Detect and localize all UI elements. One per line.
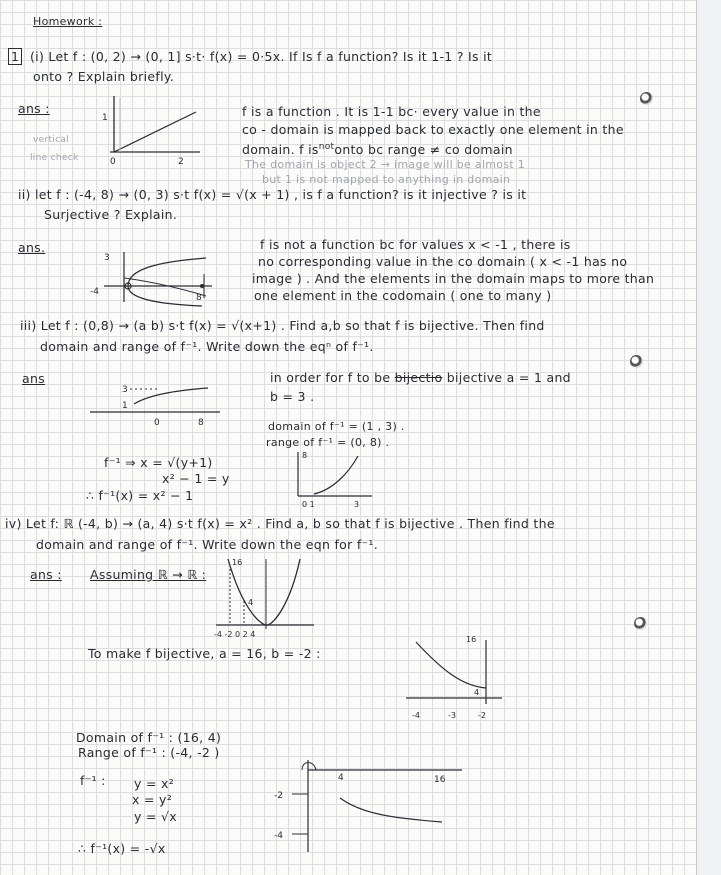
q4-final-answer: ∴ f⁻¹(x) = -√x (78, 841, 166, 856)
q1-question-line1: (i) Let f : (0, 2) → (0, 1] s·t· f(x) = 0·5x. If Is f a function? Is it 1-1 ? Is it (30, 49, 493, 64)
q1-graph-note-2: line check (30, 153, 79, 163)
q4-parabola-graph (208, 555, 320, 643)
q4-right-y4: 4 (474, 688, 480, 697)
q3-inv-y8: 8 (302, 451, 308, 460)
q1-faint-line1: The domain is object 2 → image will be almost 1 (245, 158, 526, 171)
q4-right-tick-m4: -4 (412, 711, 420, 720)
q4-question-line1: iv) Let f: ℝ (-4, b) → (a, 4) s·t f(x) = x² . Find a, b so that f is bijective . Then find the (5, 516, 555, 531)
q4-ans-label: ans : (30, 567, 62, 582)
binder-hole-3 (634, 617, 647, 630)
q3-deriv-line1: f⁻¹ ⇒ x = √(y+1) (104, 455, 213, 470)
q4-right-tick-m2: -2 (478, 711, 486, 720)
q3-range-line: range of f⁻¹ = (0, 8) . (266, 436, 390, 449)
q4-make-bijective: To make f bijective, a = 16, b = -2 : (88, 646, 321, 661)
q3-graph-y1: 1 (122, 401, 128, 411)
q4-parabola-y16: 16 (232, 558, 243, 567)
q1-faint-line2: but 1 is not mapped to anything in domain (262, 173, 511, 186)
q4-right-tick-m3: -3 (448, 711, 456, 720)
q1-axis-y1: 1 (102, 113, 108, 123)
q3-graph (90, 380, 230, 428)
q4-right-graph (402, 630, 510, 722)
q3-question-line2: domain and range of f⁻¹. Write down the eqⁿ of f⁻¹. (40, 339, 374, 354)
q3-inv-x01: 0 1 (302, 500, 315, 509)
q4-domain-inverse: Domain of f⁻¹ : (16, 4) (76, 730, 222, 745)
q2-ans-line3: image ) . And the elements in the domain maps to more than (252, 271, 655, 286)
q4-finv-label: f⁻¹ : (80, 773, 106, 788)
q2-ans-line2: no corresponding value in the co domain ( x < -1 has no (258, 254, 628, 269)
q4-finv-step2: x = y² (132, 792, 173, 807)
q1-ans-line2: co - domain is mapped back to exactly one element in the (242, 122, 624, 137)
q1-graph (100, 94, 210, 169)
q2-question-line2: Surjective ? Explain. (44, 207, 178, 222)
q2-ans-line1: f is not a function bc for values x < -1 , there is (260, 237, 571, 252)
q3-deriv-line3: ∴ f⁻¹(x) = x² − 1 (86, 488, 194, 503)
q4-parabola-y4: 4 (248, 598, 254, 607)
q3-inv-x3: 3 (354, 500, 360, 509)
q3-ans-label: ans (22, 371, 45, 386)
q2-axis-m4: -4 (90, 287, 99, 297)
q4-lower-16: 16 (434, 775, 446, 785)
q1-axis-x0: 0 (110, 157, 116, 167)
q2-axis-3: 3 (104, 253, 110, 263)
q3-question-line1: iii) Let f : (0,8) → (a b) s·t f(x) = √(x+1) . Find a,b so that f is bijective. Then find (20, 318, 545, 333)
q4-range-inverse: Range of f⁻¹ : (-4, -2 ) (78, 745, 220, 760)
q1-ans-label: ans : (18, 101, 50, 116)
q2-axis-8: 8 (196, 293, 202, 303)
q4-lower-4: 4 (338, 773, 344, 783)
q3-domain-line: domain of f⁻¹ = (1 , 3) . (268, 420, 405, 433)
q3-graph-y3: 3 (122, 385, 128, 395)
q4-parabola-ticks: -4 -2 0 2 4 (214, 630, 256, 639)
q4-lower-m2: -2 (274, 791, 283, 801)
q4-right-y16: 16 (466, 635, 477, 644)
q3-ans-line1: in order for f to be bijectio bijective a = 1 and (270, 370, 571, 385)
page-title: Homework : (33, 15, 103, 28)
q4-question-line2: domain and range of f⁻¹. Write down the eqn for f⁻¹. (36, 537, 379, 552)
q2-ans-label: ans. (18, 240, 46, 255)
q4-lower-graph (262, 756, 472, 856)
q4-finv-step1: y = x² (134, 776, 175, 791)
q1-number: 1 (8, 49, 22, 64)
q4-lower-m4: -4 (274, 831, 283, 841)
q1-question-line2: onto ? Explain briefly. (33, 69, 175, 84)
q3-graph-x8: 8 (198, 418, 204, 428)
q3-graph-x0: 0 (154, 418, 160, 428)
q4-assuming: Assuming ℝ → ℝ : (90, 567, 207, 582)
q2-graph (84, 248, 224, 310)
q1-axis-x2: 2 (178, 157, 184, 167)
q1-ans-line3: domain. f $is^{not}onto$ bc range ≠ co domain (242, 142, 513, 158)
q2-ans-line4: one element in the codomain ( one to many ) (254, 288, 552, 303)
q1-graph-note-1: vertical (33, 135, 69, 145)
q3-ans-line2: b = 3 . (270, 389, 315, 404)
q3-deriv-line2: x² − 1 = y (162, 471, 230, 486)
q3-inverse-graph (292, 450, 382, 510)
binder-hole-2 (630, 355, 643, 368)
binder-hole-1 (640, 92, 653, 105)
q2-question-line1: ii) let f : (-4, 8) → (0, 3) s·t f(x) = √(x + 1) , is f a function? is it injective ? is it (18, 187, 527, 202)
q1-ans-line1: f is a function . It is 1-1 bc· every value in the (242, 104, 541, 119)
page-edge (696, 0, 721, 875)
q4-finv-step3: y = √x (134, 809, 177, 824)
